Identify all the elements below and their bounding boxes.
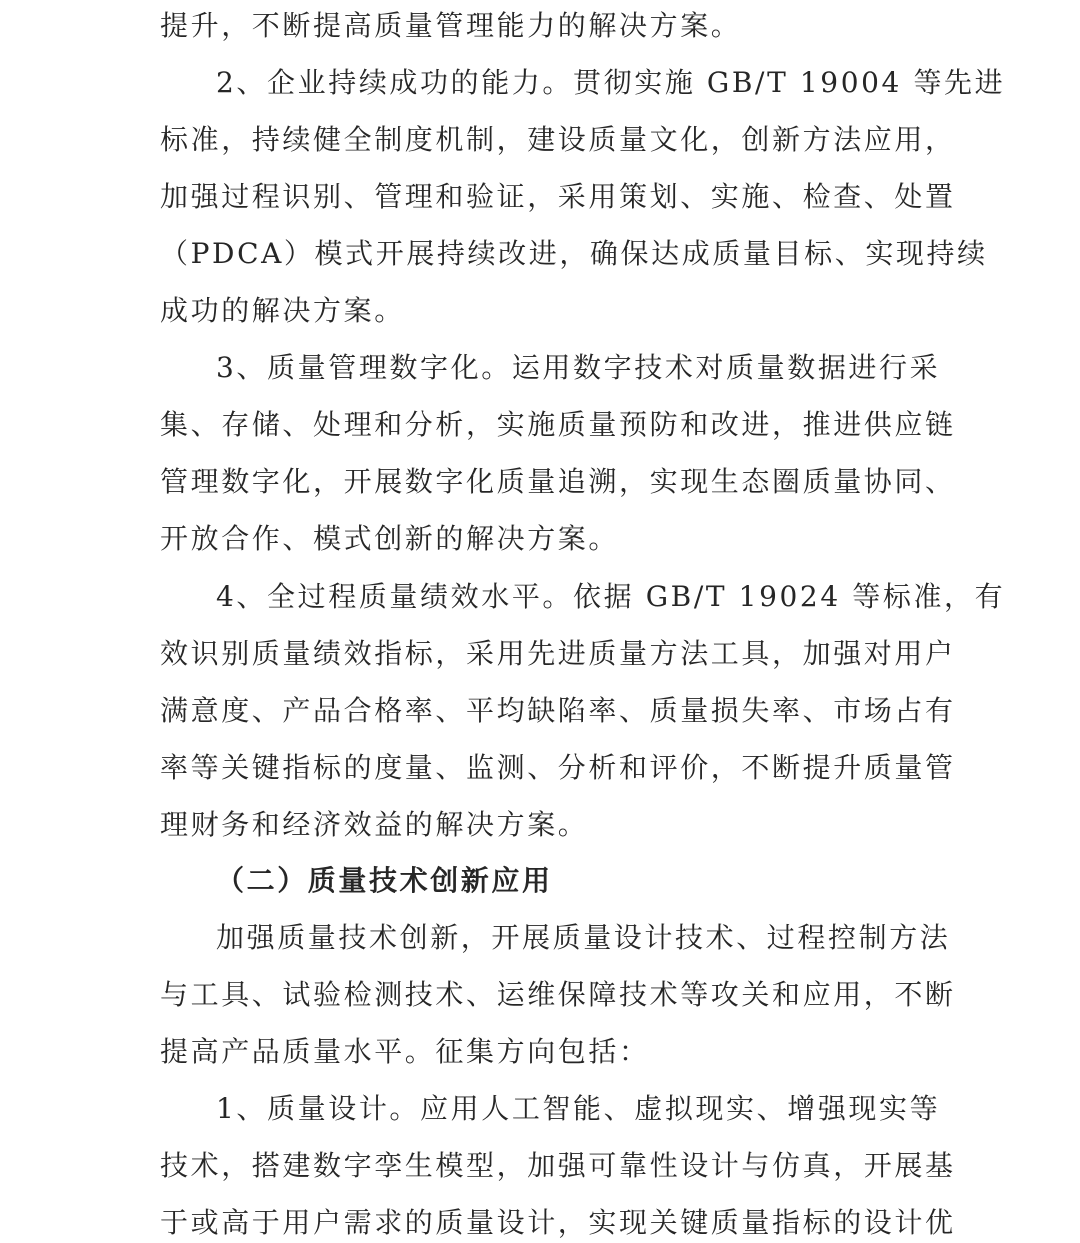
text-line: 提高产品质量水平。征集方向包括：	[160, 1035, 650, 1068]
text-line: 标准，持续健全制度机制，建设质量文化，创新方法应用，	[160, 123, 956, 156]
section-heading: （二）质量技术创新应用	[216, 864, 553, 897]
text-line: 集、存储、处理和分析，实施质量预防和改进，推进供应链	[160, 408, 956, 441]
text-line: 加强过程识别、管理和验证，采用策划、实施、检查、处置	[160, 180, 956, 213]
text-line: 于或高于用户需求的质量设计，实现关键质量指标的设计优	[160, 1206, 956, 1239]
text-line: 开放合作、模式创新的解决方案。	[160, 522, 620, 555]
text-line: 1、质量设计。应用人工智能、虚拟现实、增强现实等	[216, 1092, 941, 1125]
text-line: 3、质量管理数字化。运用数字技术对质量数据进行采	[216, 351, 941, 384]
text-line: 4、全过程质量绩效水平。依据 GB/T 19024 等标准，有	[216, 580, 1006, 613]
text-line: 率等关键指标的度量、监测、分析和评价，不断提升质量管	[160, 751, 956, 784]
text-line: 成功的解决方案。	[160, 294, 405, 327]
text-line: 与工具、试验检测技术、运维保障技术等攻关和应用，不断	[160, 978, 956, 1011]
text-line: （PDCA）模式开展持续改进，确保达成质量目标、实现持续	[160, 237, 988, 270]
text-line: 技术，搭建数字孪生模型，加强可靠性设计与仿真，开展基	[160, 1149, 956, 1182]
text-line: 满意度、产品合格率、平均缺陷率、质量损失率、市场占有	[160, 694, 956, 727]
text-line: 效识别质量绩效指标，采用先进质量方法工具，加强对用户	[160, 637, 956, 670]
text-line: 理财务和经济效益的解决方案。	[160, 808, 589, 841]
text-line: 提升，不断提高质量管理能力的解决方案。	[160, 9, 742, 42]
text-line: 管理数字化，开展数字化质量追溯，实现生态圈质量协同、	[160, 465, 956, 498]
text-line: 加强质量技术创新，开展质量设计技术、过程控制方法	[216, 921, 951, 954]
text-line: 2、企业持续成功的能力。贯彻实施 GB/T 19004 等先进	[216, 66, 1006, 99]
